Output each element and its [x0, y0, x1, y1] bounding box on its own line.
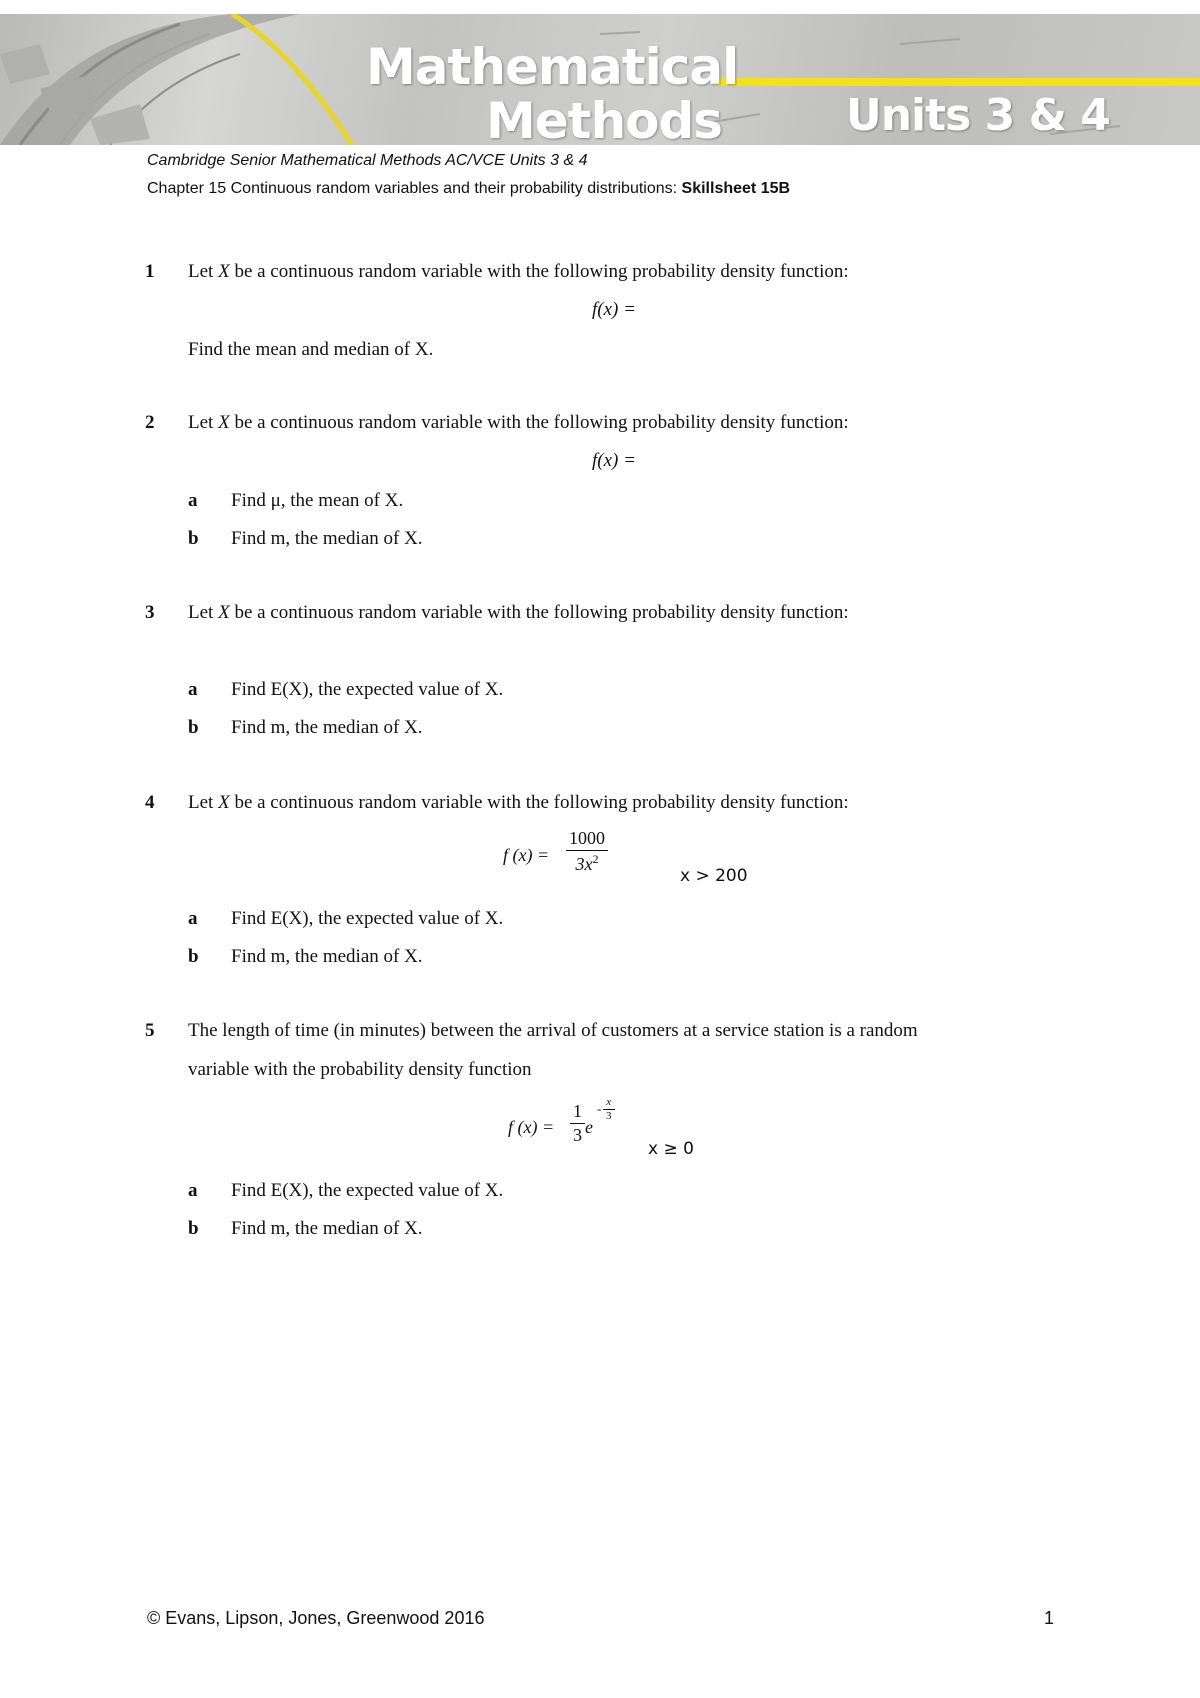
question-5-numerator: 1: [573, 1101, 582, 1121]
question-5-exp-minus: -: [597, 1101, 602, 1116]
question-5-exponent-fraction: [603, 1097, 615, 1122]
question-4-den-base: 3x: [575, 854, 593, 874]
question-1-follow: Find the mean and median of X.: [188, 339, 434, 360]
question-5-e: e: [585, 1117, 593, 1137]
question-4-denominator: [566, 852, 608, 875]
fraction-bar: [566, 850, 608, 851]
question-5-formula-lhs: f (x) =: [508, 1117, 555, 1137]
question-4-part-b-label: b: [188, 946, 199, 967]
question-3-stem-text: be a continuous random variable with the following probability density function:: [234, 602, 849, 623]
footer-page-number: 1: [1044, 1608, 1055, 1628]
question-4-part-a-label: a: [188, 908, 198, 929]
banner-title-line2: Methods: [486, 92, 723, 145]
header-banner: [0, 14, 1200, 145]
banner-title-line1: Mathematical: [366, 38, 739, 96]
question-4-fraction: [566, 828, 608, 875]
question-3-stem: [188, 603, 849, 622]
question-5-line1: The length of time (in minutes) between the arrival of customers at a service station is a random: [188, 1020, 918, 1041]
question-4-part-a-text: Find E(X), the expected value of X.: [231, 908, 504, 929]
question-2-part-b-text: Find m, the median of X.: [231, 528, 423, 549]
question-4-formula-lhs: f (x) =: [503, 845, 550, 865]
question-5-denominator: 3: [573, 1125, 582, 1145]
question-3-part-a-label: a: [188, 679, 198, 700]
question-4-part-b-text: Find m, the median of X.: [231, 946, 423, 967]
question-1-fx: f(x) =: [592, 299, 636, 320]
question-5-condition: x ≥ 0: [648, 1139, 694, 1159]
question-3-let: Let: [188, 602, 214, 623]
fraction-bar: [570, 1123, 585, 1124]
question-4-numerator: 1000: [569, 828, 605, 848]
question-3-part-b-label: b: [188, 717, 199, 738]
question-2-part-a-text: Find μ, the mean of X.: [231, 490, 404, 511]
footer-copyright: © Evans, Lipson, Jones, Greenwood 2016: [147, 1608, 485, 1628]
question-2-let: Let: [188, 412, 214, 433]
question-5-part-b-text: Find m, the median of X.: [231, 1218, 423, 1239]
question-2-part-a-label: a: [188, 490, 198, 511]
question-5-number: 5: [145, 1020, 155, 1041]
chapter-title: [147, 180, 790, 198]
question-5-fraction: [570, 1101, 585, 1146]
question-5-part-a-label: a: [188, 1180, 198, 1201]
question-2-stem: [188, 413, 849, 432]
question-1-let: Let: [188, 261, 214, 282]
question-1-stem-text: be a continuous random variable with the following probability density function:: [234, 261, 849, 282]
question-4-var: X: [218, 792, 230, 813]
question-5-exp-numerator: x: [606, 1096, 612, 1108]
question-2-part-b-label: b: [188, 528, 199, 549]
question-2-var: X: [218, 412, 230, 433]
question-4-stem: [188, 793, 849, 812]
banner-yellow-rule: [718, 78, 1200, 86]
question-4-let: Let: [188, 792, 214, 813]
skillsheet-label: Skillsheet 15B: [681, 180, 791, 197]
question-1-number: 1: [145, 261, 155, 282]
chapter-label: Chapter 15 Continuous random variables and their probability distributions:: [147, 180, 682, 197]
question-5-part-a-text: Find E(X), the expected value of X.: [231, 1180, 504, 1201]
book-title: Cambridge Senior Mathematical Methods AC/VCE Units 3 & 4: [147, 152, 588, 169]
question-3-number: 3: [145, 602, 155, 623]
question-2-fx: f(x) =: [592, 450, 636, 471]
question-1-stem: [188, 262, 849, 281]
question-5-part-b-label: b: [188, 1218, 199, 1239]
question-3-part-b-text: Find m, the median of X.: [231, 717, 423, 738]
question-4-number: 4: [145, 792, 155, 813]
question-3-part-a-text: Find E(X), the expected value of X.: [231, 679, 504, 700]
question-5-exp-denominator: 3: [606, 1110, 612, 1122]
question-2-number: 2: [145, 412, 155, 433]
question-2-stem-text: be a continuous random variable with the following probability density function:: [234, 412, 849, 433]
question-5-line2: variable with the probability density function: [188, 1059, 532, 1080]
question-4-stem-text: be a continuous random variable with the following probability density function:: [234, 792, 849, 813]
question-1-var: X: [218, 261, 230, 282]
banner-units: Units 3 & 4: [846, 90, 1110, 141]
question-4-den-exponent: 2: [592, 852, 599, 866]
question-4-condition: x > 200: [680, 866, 748, 886]
question-3-var: X: [218, 602, 230, 623]
